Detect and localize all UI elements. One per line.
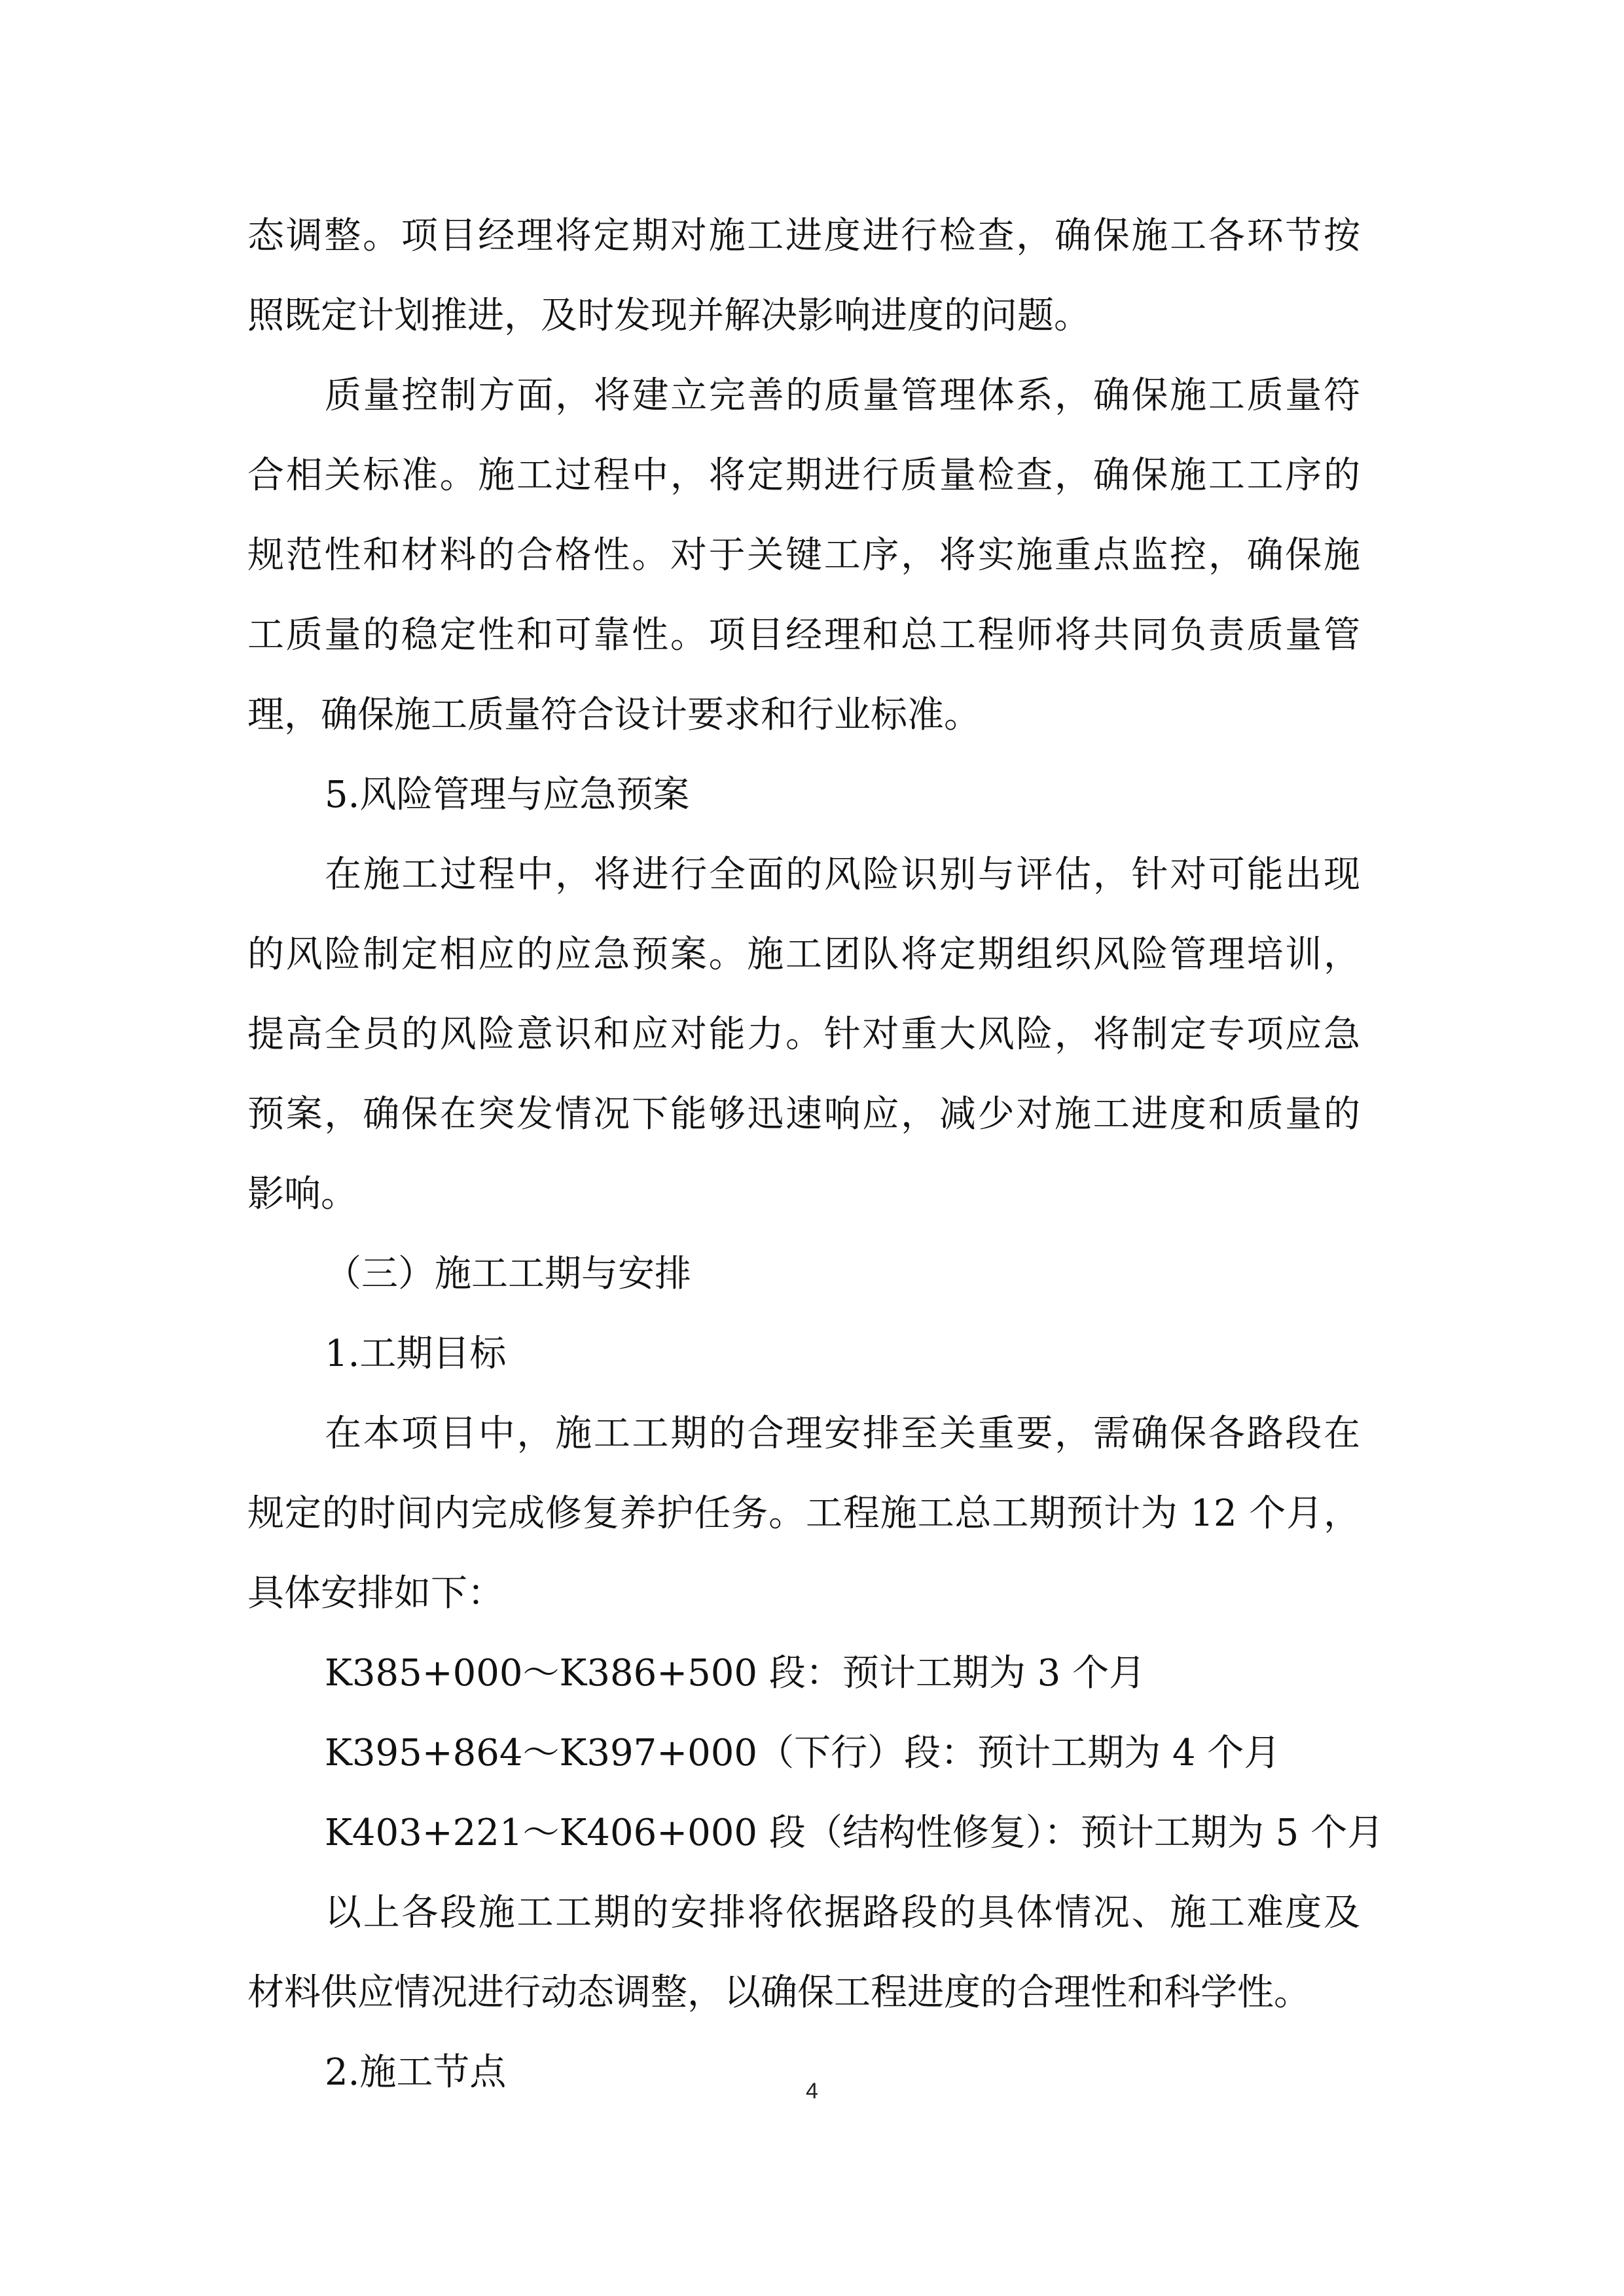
schedule-item: K385+000～K386+500 段：预计工期为 3 个月 <box>325 1652 1146 1695</box>
paragraph-line: 质量控制方面，将建立完善的质量管理体系，确保施工质量符 <box>325 374 1360 417</box>
paragraph-line: 在本项目中，施工工期的合理安排至关重要，需确保各路段在 <box>325 1412 1360 1455</box>
section-heading: 5.风险管理与应急预案 <box>325 774 690 816</box>
paragraph-line: 规定的时间内完成修复养护任务。工程施工总工期预计为 12 个月， <box>247 1492 1361 1535</box>
paragraph-line: 的风险制定相应的应急预案。施工团队将定期组织风险管理培训， <box>247 933 1360 976</box>
paragraph-line: 规范性和材料的合格性。对于关键工序，将实施重点监控，确保施 <box>247 534 1360 577</box>
paragraph-line: 合相关标准。施工过程中，将定期进行质量检查，确保施工工序的 <box>247 454 1360 497</box>
page-number: 4 <box>806 2079 818 2104</box>
paragraph-line: 态调整。项目经理将定期对施工进度进行检查，确保施工各环节按 <box>247 215 1360 257</box>
paragraph-line: 工质量的稳定性和可靠性。项目经理和总工程师将共同负责质量管 <box>247 614 1360 656</box>
schedule-item: K403+221～K406+000 段（结构性修复）：预计工期为 5 个月 <box>325 1812 1384 1854</box>
section-heading: 1.工期目标 <box>325 1333 507 1375</box>
section-heading: 2.施工节点 <box>325 2051 507 2094</box>
schedule-item: K395+864～K397+000（下行）段：预计工期为 4 个月 <box>325 1732 1281 1774</box>
paragraph-line: 理，确保施工质量符合设计要求和行业标准。 <box>247 694 981 736</box>
paragraph-line: 具体安排如下： <box>247 1572 504 1615</box>
paragraph-line: 以上各段施工工期的安排将依据路段的具体情况、施工难度及 <box>325 1892 1360 1934</box>
document-body <box>247 196 1384 2113</box>
paragraph-line: 照既定计划推进，及时发现并解决影响进度的问题。 <box>247 295 1091 337</box>
paragraph-line: 在施工过程中，将进行全面的风险识别与评估，针对可能出现 <box>325 853 1360 896</box>
paragraph-line: 预案，确保在突发情况下能够迅速响应，减少对施工进度和质量的 <box>247 1093 1360 1136</box>
paragraph-line: 提高全员的风险意识和应对能力。针对重大风险，将制定专项应急 <box>247 1013 1360 1056</box>
paragraph-line: 影响。 <box>247 1173 357 1215</box>
paragraph-line: 材料供应情况进行动态调整，以确保工程进度的合理性和科学性。 <box>247 1971 1310 2014</box>
chapter-heading: （三）施工工期与安排 <box>325 1253 691 1295</box>
